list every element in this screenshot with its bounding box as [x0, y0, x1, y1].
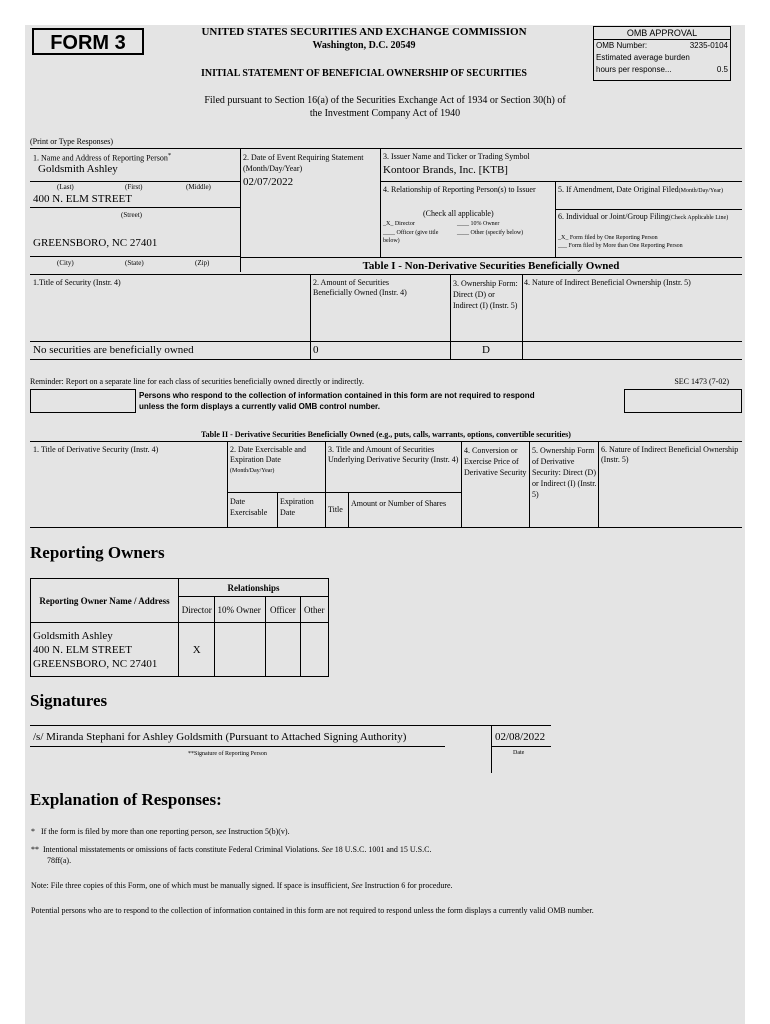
ten-pct-option: ____ 10% Owner — [457, 221, 500, 227]
explanation-note2-cont: 78ff(a). — [47, 856, 72, 865]
table1-row-amount: 0 — [313, 344, 319, 356]
table2-title: Table II - Derivative Securities Beneficially Owned (e.g., puts, calls, warrants, options, convertible securities) — [201, 430, 571, 439]
state-label: (State) — [125, 259, 144, 267]
table2-col2a: Date Exercisable — [230, 497, 268, 517]
table2-col2b: Expiration Date — [280, 497, 314, 517]
notice-left-box — [30, 389, 136, 413]
ro-ten-pct-cell — [215, 623, 266, 677]
signature-value: /s/ Miranda Stephani for Ashley Goldsmith (Pursuant to Attached Signing Authority) — [33, 731, 407, 743]
ro-col-director: Director — [178, 597, 214, 623]
explanation-heading: Explanation of Responses: — [30, 790, 222, 809]
explanation-note3: Note: File three copies of this Form, one of which must be manually signed. If space is insufficient, See Instruction 6 for procedure. — [31, 881, 453, 890]
reporting-person-street: 400 N. ELM STREET — [33, 193, 132, 205]
street-label: (Street) — [121, 211, 142, 219]
ro-col-ten-pct: 10% Owner — [215, 597, 266, 623]
ro-col-officer: Officer — [266, 597, 300, 623]
ro-relationships: Relationships — [178, 579, 328, 597]
ro-owner-city: GREENSBORO, NC 27401 — [33, 657, 158, 670]
individual-option-2: ___ Form filed by More than One Reporting Person — [558, 243, 683, 249]
omb-burden-label: Estimated average burden — [596, 53, 690, 62]
agency-name: UNITED STATES SECURITIES AND EXCHANGE COMMISSION — [201, 26, 527, 38]
table2-col5: 5. Ownership Form of Derivative Security: Direct (D) or Indirect (I) (Instr. 5) — [532, 446, 597, 499]
print-type-note: (Print or Type Responses) — [30, 137, 114, 146]
event-date-value: 02/07/2022 — [243, 176, 294, 188]
form-page — [25, 25, 745, 1024]
ro-owner-cell — [31, 623, 179, 677]
check-all-label: (Check all applicable) — [423, 209, 494, 218]
ro-col-other: Other — [300, 597, 328, 623]
omb-number-value: 3235-0104 — [689, 41, 728, 50]
reporting-person-name: Goldsmith Ashley — [38, 163, 118, 175]
officer-option: ____ Officer (give title below) — [383, 230, 439, 244]
relationship-label: 4. Relationship of Reporting Person(s) to Issuer — [383, 185, 536, 194]
persons-notice-line2: unless the form displays a currently valid OMB control number. — [139, 402, 380, 411]
middle-label: (Middle) — [186, 183, 211, 191]
signatures-heading: Signatures — [30, 691, 108, 710]
ro-director-mark: X — [178, 623, 214, 677]
individual-option-1: _X_ Form filed by One Reporting Person — [558, 235, 658, 241]
table2-col1: 1. Title of Derivative Security (Instr. 4) — [33, 445, 159, 454]
explanation-note4: Potential persons who are to respond to the collection of information contained in this form are not required to respond unless the form displays a currently valid OMB number. — [31, 906, 594, 915]
filed-pursuant-line2: the Investment Company Act of 1940 — [309, 108, 461, 119]
omb-hours-value: 0.5 — [716, 65, 728, 74]
table1-row-title: No securities are beneficially owned — [33, 344, 194, 356]
agency-location: Washington, D.C. 20549 — [312, 40, 416, 51]
reminder-text: Reminder: Report on a separate line for each class of securities beneficially owned directly or indirectly. — [30, 377, 365, 386]
issuer-value: Kontoor Brands, Inc. [KTB] — [383, 164, 508, 176]
ro-other-cell — [300, 623, 328, 677]
omb-title: OMB APPROVAL — [626, 28, 698, 38]
other-option: ____ Other (specify below) — [457, 230, 524, 236]
table1-row-form: D — [482, 344, 490, 356]
table2-col3: 3. Title and Amount of Securities Underlying Derivative Security (Instr. 4) — [328, 445, 459, 464]
table2-col6: 6. Nature of Indirect Beneficial Ownership (Instr. 5) — [601, 445, 739, 464]
explanation-note2: ** Intentional misstatements or omissions of facts constitute Federal Criminal Violations. See 18 U.S.C. 1001 and 15 U.S.C. — [31, 845, 432, 854]
statement-title: INITIAL STATEMENT OF BENEFICIAL OWNERSHIP OF SECURITIES — [200, 68, 527, 79]
ro-owner-name: Goldsmith Ashley — [33, 629, 113, 642]
filed-pursuant-line1: Filed pursuant to Section 16(a) of the Securities Exchange Act of 1934 or Section 30(h) of — [204, 95, 566, 106]
ro-owner-street: 400 N. ELM STREET — [33, 643, 132, 656]
sec-code: SEC 1473 (7-02) — [674, 377, 729, 386]
table1-col1: 1.Title of Security (Instr. 4) — [33, 278, 121, 287]
zip-label: (Zip) — [195, 259, 210, 267]
explanation-note1: * If the form is filed by more than one reporting person, see Instruction 5(b)(v). — [31, 827, 290, 836]
last-label: (Last) — [57, 183, 74, 191]
reporting-owners-table — [30, 578, 329, 677]
signature-date: 02/08/2022 — [495, 731, 546, 743]
form-title: FORM 3 — [50, 32, 126, 54]
city-label: (City) — [57, 259, 74, 267]
table2-col2: 2. Date Exercisable and Expiration Date (Month/Day/Year) — [230, 445, 306, 474]
ro-officer-cell — [266, 623, 300, 677]
persons-notice-line1: Persons who respond to the collection of information contained in this form are not required to respond — [139, 391, 535, 400]
reporting-person-label: 1. Name and Address of Reporting Person* — [33, 152, 172, 163]
table2-col3b: Amount or Number of Shares — [351, 499, 447, 508]
table2-col3a: Title — [328, 505, 343, 514]
issuer-label: 3. Issuer Name and Ticker or Trading Symbol — [383, 152, 530, 161]
director-option: _X_ Director — [383, 221, 415, 227]
omb-number-label: OMB Number: — [596, 41, 648, 50]
omb-hours-label: hours per response... — [596, 65, 672, 74]
reporting-owners-heading: Reporting Owners — [30, 543, 165, 562]
notice-right-box — [624, 389, 742, 413]
table2-col4: 4. Conversion or Exercise Price of Derivative Security — [464, 446, 527, 477]
first-label: (First) — [125, 183, 143, 191]
signature-label: **Signature of Reporting Person — [188, 751, 267, 757]
reporting-person-city: GREENSBORO, NC 27401 — [33, 237, 158, 249]
amendment-label: 5. If Amendment, Date Original Filed(Month/Day/Year) — [558, 185, 724, 194]
table1-title: Table I - Non-Derivative Securities Beneficially Owned — [362, 260, 620, 272]
event-date-label: 2. Date of Event Requiring Statement (Month/Day/Year) — [243, 153, 364, 173]
omb-approval-box — [593, 26, 731, 81]
table1-col3: 3. Ownership Form: Direct (D) or Indirect (I) (Instr. 5) — [453, 279, 518, 310]
date-label: Date — [513, 750, 525, 756]
ro-col-name: Reporting Owner Name / Address — [31, 579, 179, 623]
table1-col2: 2. Amount of Securities Beneficially Owned (Instr. 4) — [313, 278, 407, 297]
form-title-box — [32, 28, 144, 55]
individual-label: 6. Individual or Joint/Group Filing(Check Applicable Line) — [558, 212, 729, 221]
table1-col4: 4. Nature of Indirect Beneficial Ownership (Instr. 5) — [524, 278, 691, 287]
